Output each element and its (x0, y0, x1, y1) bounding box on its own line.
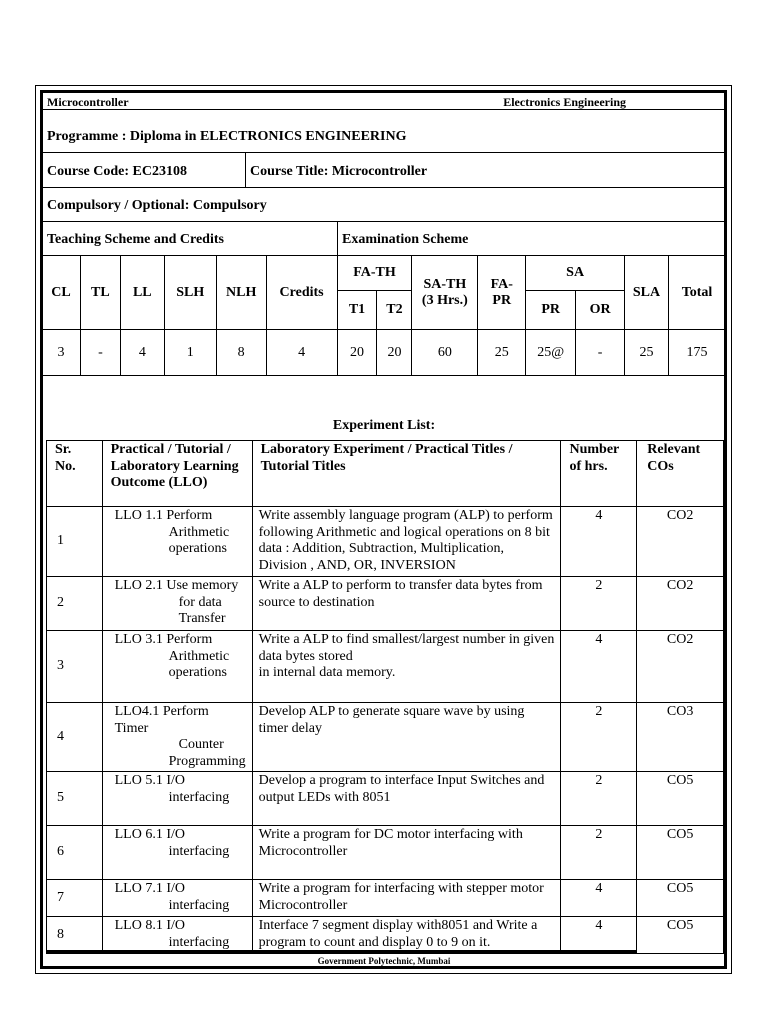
llo-line: LLO 2.1 Use memory (114, 578, 239, 593)
value-tl: - (80, 330, 120, 376)
experiment-hours: 4 (561, 631, 637, 703)
llo-line: Programming (168, 753, 246, 769)
experiment-table (46, 440, 724, 954)
value-pr: 25@ (526, 330, 576, 376)
compulsory-row (43, 188, 724, 222)
footer-text: Government Polytechnic, Mumbai (317, 956, 451, 966)
experiment-llo (102, 917, 252, 954)
experiment-list-title: Experiment List: (332, 418, 436, 433)
value-nlh: 8 (216, 330, 266, 376)
experiment-title: Write a program for DC motor interfacing with Microcontroller (252, 826, 561, 880)
llo-line: operations (168, 541, 227, 556)
value-slh: 1 (164, 330, 216, 376)
header-t1: T1 (337, 291, 377, 330)
llo-line: Arithmetic (168, 524, 230, 540)
experiment-title: Develop a program to interface Input Switches and output LEDs with 8051 (252, 772, 561, 826)
value-cl: 3 (42, 330, 81, 376)
header-fa-th: FA-TH (337, 256, 412, 291)
llo-line: interfacing (168, 789, 230, 805)
page-header (43, 93, 724, 110)
header-ll: LL (120, 256, 164, 330)
value-or: - (576, 330, 625, 376)
credits-values-row (42, 330, 726, 376)
llo-line: Arithmetic (168, 648, 230, 664)
experiment-hours: 4 (561, 880, 637, 917)
header-sa-th (412, 256, 478, 330)
experiment-co: CO5 (637, 880, 724, 917)
experiment-co: CO2 (637, 631, 724, 703)
programme-row (43, 110, 724, 153)
header-tl: TL (80, 256, 120, 330)
footer-rule (46, 950, 636, 953)
llo-line: interfacing (168, 934, 230, 950)
experiment-llo (102, 880, 252, 917)
experiment-row (47, 772, 724, 826)
value-fa-pr: 25 (478, 330, 526, 376)
course-row (43, 153, 724, 188)
llo-line: Counter (178, 737, 224, 752)
value-total: 175 (668, 330, 725, 376)
experiment-co: CO5 (637, 826, 724, 880)
scheme-divider (337, 222, 338, 256)
header-total: Total (668, 256, 725, 330)
experiment-co: CO2 (637, 507, 724, 577)
header-slh: SLH (164, 256, 216, 330)
experiment-sr-no: 5 (47, 772, 103, 826)
experiment-hours: 2 (561, 577, 637, 631)
examination-scheme-label: Examination Scheme (342, 232, 469, 247)
experiment-title: Write assembly language program (ALP) to perform following Arithmetic and logical operations on 8 bit data : Addition, Subtraction, Multiplication, Division , AND, OR, INVERSION (252, 507, 561, 577)
experiment-sr-no: 2 (47, 577, 103, 631)
llo-line: interfacing (168, 897, 230, 913)
experiment-co: CO5 (637, 772, 724, 826)
credits-table (41, 255, 726, 376)
experiment-title: Write a program for interfacing with stepper motor Microcontroller (252, 880, 561, 917)
header-experiment-title: Laboratory Experiment / Practical Titles / Tutorial Titles (252, 441, 561, 507)
llo-line: LLO 6.1 I/O (114, 827, 186, 842)
experiment-sr-no: 8 (47, 917, 103, 954)
llo-line: LLO 7.1 I/O (114, 881, 186, 896)
experiment-llo (102, 826, 252, 880)
header-fa-pr-line1: FA- (490, 276, 513, 292)
experiment-row (47, 703, 724, 772)
experiment-llo (102, 703, 252, 772)
experiment-row (47, 631, 724, 703)
header-sa-th-hours: (3 Hrs.) (421, 292, 468, 308)
experiment-hours: 2 (561, 772, 637, 826)
experiment-co: CO5 (637, 917, 724, 954)
header-pr: PR (526, 291, 576, 330)
experiment-llo (102, 507, 252, 577)
header-number-of-hrs: Number of hrs. (561, 441, 637, 507)
llo-line: for data (178, 594, 222, 610)
experiment-hours: 4 (561, 917, 637, 954)
llo-line: LLO 1.1 Perform (114, 508, 213, 523)
experiment-hours: 4 (561, 507, 637, 577)
value-sla: 25 (625, 330, 669, 376)
experiment-co: CO2 (637, 577, 724, 631)
experiment-row (47, 507, 724, 577)
header-or: OR (576, 291, 625, 330)
experiment-llo (102, 772, 252, 826)
header-sa-th-label: SA-TH (423, 276, 467, 292)
experiment-llo (102, 631, 252, 703)
experiment-title: Develop ALP to generate square wave by using timer delay (252, 703, 561, 772)
header-sla: SLA (625, 256, 669, 330)
header-llo: Practical / Tutorial / Laboratory Learning Outcome (LLO) (102, 441, 252, 507)
header-department: Electronics Engineering (503, 95, 626, 109)
llo-line: LLO 3.1 Perform (114, 632, 213, 647)
header-t2: T2 (377, 291, 412, 330)
experiment-row (47, 917, 724, 954)
experiment-row (47, 826, 724, 880)
experiment-sr-no: 3 (47, 631, 103, 703)
value-credits: 4 (266, 330, 337, 376)
experiment-sr-no: 1 (47, 507, 103, 577)
header-fa-pr (478, 256, 526, 330)
experiment-sr-no: 6 (47, 826, 103, 880)
course-code: Course Code: EC23108 (47, 164, 187, 179)
header-fa-pr-line2: PR (492, 292, 512, 308)
compulsory-text: Compulsory / Optional: Compulsory (47, 198, 267, 213)
value-t2: 20 (377, 330, 412, 376)
experiment-hours: 2 (561, 826, 637, 880)
teaching-scheme-label: Teaching Scheme and Credits (47, 232, 224, 247)
experiment-title: Write a ALP to find smallest/largest number in given data bytes stored in internal data memory. (252, 631, 561, 703)
value-ll: 4 (120, 330, 164, 376)
llo-line: operations (168, 665, 227, 680)
llo-line: LLO4.1 Perform Timer (114, 704, 209, 736)
header-sa: SA (526, 256, 625, 291)
experiment-sr-no: 7 (47, 880, 103, 917)
experiment-title: Interface 7 segment display with8051 and Write a program to count and display 0 to 9 on it. (252, 917, 561, 954)
llo-line: Transfer (178, 611, 226, 626)
llo-line: interfacing (168, 843, 230, 859)
programme-text: Programme : Diploma in ELECTRONICS ENGINEERING (47, 129, 407, 144)
header-credits: Credits (266, 256, 337, 330)
experiment-hours: 2 (561, 703, 637, 772)
header-nlh: NLH (216, 256, 266, 330)
experiment-llo (102, 577, 252, 631)
experiment-co: CO3 (637, 703, 724, 772)
llo-line: LLO 5.1 I/O (114, 773, 186, 788)
llo-line: LLO 8.1 I/O (114, 918, 186, 933)
value-t1: 20 (337, 330, 377, 376)
value-sa-th: 60 (412, 330, 478, 376)
scheme-row (43, 222, 724, 256)
experiment-title: Write a ALP to perform to transfer data bytes from source to destination (252, 577, 561, 631)
header-relevant-cos: Relevant COs (637, 441, 724, 507)
experiment-row (47, 880, 724, 917)
experiment-sr-no: 4 (47, 703, 103, 772)
course-title: Course Title: Microcontroller (250, 164, 428, 179)
experiment-row (47, 577, 724, 631)
header-course: Microcontroller (47, 95, 129, 109)
header-sr-no: Sr. No. (47, 441, 103, 507)
header-cl: CL (42, 256, 81, 330)
course-divider (245, 153, 246, 188)
